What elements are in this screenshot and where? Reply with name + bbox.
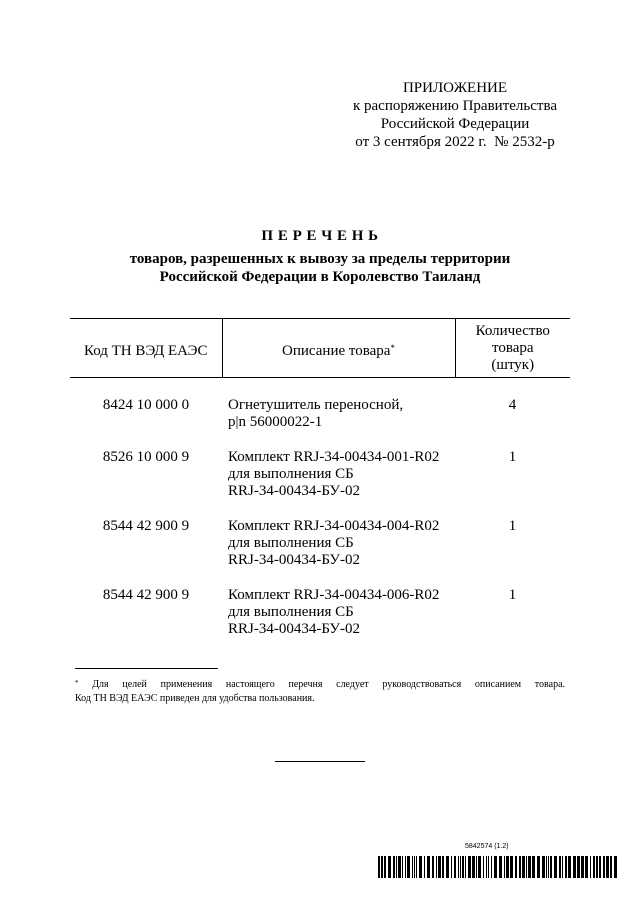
barcode-bar (546, 856, 547, 878)
barcode-bar (419, 856, 422, 878)
barcode-bar (446, 856, 449, 878)
barcode-bar (510, 856, 513, 878)
header-quantity-line-1: Количество (475, 323, 550, 339)
barcode-bar (458, 856, 459, 878)
barcode-bar (472, 856, 475, 878)
barcode-bar (573, 856, 576, 878)
barcode-bar (384, 856, 386, 878)
row-description-line: для выполнения СБ (228, 535, 354, 551)
row-code: 8544 42 900 9 (102, 518, 190, 534)
row-code: 8526 10 000 9 (102, 449, 190, 465)
barcode-bar (402, 856, 403, 878)
document-subtitle-line-2: Российской Федерации в Королевство Таиланд (159, 269, 481, 285)
barcode-bar (451, 856, 452, 878)
goods-table (70, 318, 570, 656)
barcode-bar (548, 856, 549, 878)
barcode-bar (381, 856, 383, 878)
table-row (70, 587, 570, 656)
row-code: 8424 10 000 0 (102, 397, 190, 413)
barcode-bar (412, 856, 413, 878)
header-code: Код ТН ВЭД ЕАЭС (70, 319, 222, 378)
barcode-bar (465, 856, 466, 878)
row-quantity: 1 (508, 449, 517, 465)
barcode-bar (436, 856, 437, 878)
appendix-line-order: к распоряжению Правительства (352, 98, 557, 114)
row-description-line: RRJ-34-00434-БУ-02 (228, 552, 361, 568)
document-title: П Е Р Е Ч Е Н Ь (261, 228, 379, 244)
barcode-bar (405, 856, 406, 878)
appendix-title: ПРИЛОЖЕНИЕ (402, 80, 508, 96)
row-description-line: Комплект RRJ-34-00434-004-R02 (228, 518, 440, 534)
table-row (70, 449, 570, 518)
barcode-bar (522, 856, 525, 878)
barcode-bar (593, 856, 595, 878)
row-quantity: 1 (508, 518, 517, 534)
barcode-bar (414, 856, 415, 878)
barcode-bar (407, 856, 410, 878)
barcode-bar (504, 856, 505, 878)
barcode-bar (542, 856, 545, 878)
barcode-bar (488, 856, 489, 878)
barcode-bar (528, 856, 531, 878)
barcode-bar (454, 856, 456, 878)
barcode (378, 856, 618, 878)
footnote-divider (75, 668, 218, 669)
footnote-line-2: Код ТН ВЭД ЕАЭС приведен для удобства пользования. (75, 693, 315, 704)
appendix-line-date-number: от 3 сентября 2022 г. № 2532-р (355, 134, 555, 150)
header-description (222, 319, 455, 378)
row-description-line: RRJ-34-00434-БУ-02 (228, 483, 361, 499)
row-description-line: Огнетушитель переносной, (228, 397, 404, 413)
row-description (222, 449, 455, 518)
row-description-line: Комплект RRJ-34-00434-006-R02 (228, 587, 440, 603)
barcode-bar (416, 856, 417, 878)
barcode-label: 5842574 (1.2) (465, 843, 509, 850)
barcode-bar (562, 856, 563, 878)
barcode-bar (442, 856, 444, 878)
barcode-bar (568, 856, 571, 878)
barcode-bar (494, 856, 497, 878)
barcode-bar (393, 856, 395, 878)
barcode-bar (427, 856, 430, 878)
barcode-bar (515, 856, 517, 878)
header-quantity-line-2: товара (491, 340, 534, 356)
document-subtitle (0, 250, 640, 286)
barcode-bar (519, 856, 521, 878)
table-header-row (70, 319, 570, 378)
barcode-bar (603, 856, 605, 878)
row-description-line: для выполнения СБ (228, 604, 354, 620)
barcode-bar (526, 856, 527, 878)
barcode-bar (577, 856, 580, 878)
row-quantity: 4 (508, 397, 517, 413)
barcode-bar (468, 856, 471, 878)
table-row (70, 518, 570, 587)
appendix-block (345, 79, 565, 151)
barcode-bar (559, 856, 561, 878)
row-description (222, 378, 455, 450)
barcode-bar (388, 856, 391, 878)
barcode-bar (491, 856, 492, 878)
appendix-line-government: Российской Федерации (380, 116, 530, 132)
barcode-bar (614, 856, 617, 878)
barcode-bar (432, 856, 434, 878)
barcode-bar (585, 856, 588, 878)
footnote (75, 678, 565, 706)
barcode-bar (396, 856, 397, 878)
barcode-bar (537, 856, 540, 878)
barcode-bar (599, 856, 601, 878)
footnote-line-1 (75, 678, 565, 692)
barcode-bar (424, 856, 425, 878)
barcode-bar (596, 856, 598, 878)
row-description (222, 587, 455, 656)
row-description (222, 518, 455, 587)
header-quantity-line-3: (штук) (491, 357, 535, 373)
barcode-bar (581, 856, 584, 878)
table-row (70, 378, 570, 450)
footnote-mark: * (390, 342, 395, 353)
footnote-text-1: Для целей применения настоящего перечня следует руководствоваться описанием товара. (92, 679, 566, 690)
row-quantity: 1 (508, 587, 517, 603)
barcode-bar (478, 856, 481, 878)
row-code: 8544 42 900 9 (102, 587, 190, 603)
barcode-bar (554, 856, 557, 878)
barcode-bar (462, 856, 464, 878)
end-divider (275, 761, 365, 762)
barcode-bar (499, 856, 502, 878)
barcode-bar (610, 856, 612, 878)
barcode-bar (606, 856, 609, 878)
barcode-bar (438, 856, 441, 878)
barcode-bar (486, 856, 487, 878)
barcode-bar (460, 856, 461, 878)
barcode-bar (476, 856, 477, 878)
row-description-line: RRJ-34-00434-БУ-02 (228, 621, 361, 637)
row-description-line: p|n 56000022-1 (228, 414, 323, 430)
barcode-bar (506, 856, 509, 878)
barcode-bar (565, 856, 567, 878)
barcode-bar (483, 856, 484, 878)
row-description-line: Комплект RRJ-34-00434-001-R02 (228, 449, 440, 465)
document-subtitle-line-1: товаров, разрешенных к вывозу за пределы территории (129, 251, 511, 267)
barcode-bar (590, 856, 591, 878)
barcode-bar (378, 856, 380, 878)
footnote-mark: * (75, 679, 79, 687)
header-quantity (455, 319, 570, 378)
header-description-label: Описание товара (282, 342, 391, 359)
barcode-bar (550, 856, 552, 878)
barcode-bar (398, 856, 401, 878)
row-description-line: для выполнения СБ (228, 466, 354, 482)
barcode-bar (532, 856, 535, 878)
